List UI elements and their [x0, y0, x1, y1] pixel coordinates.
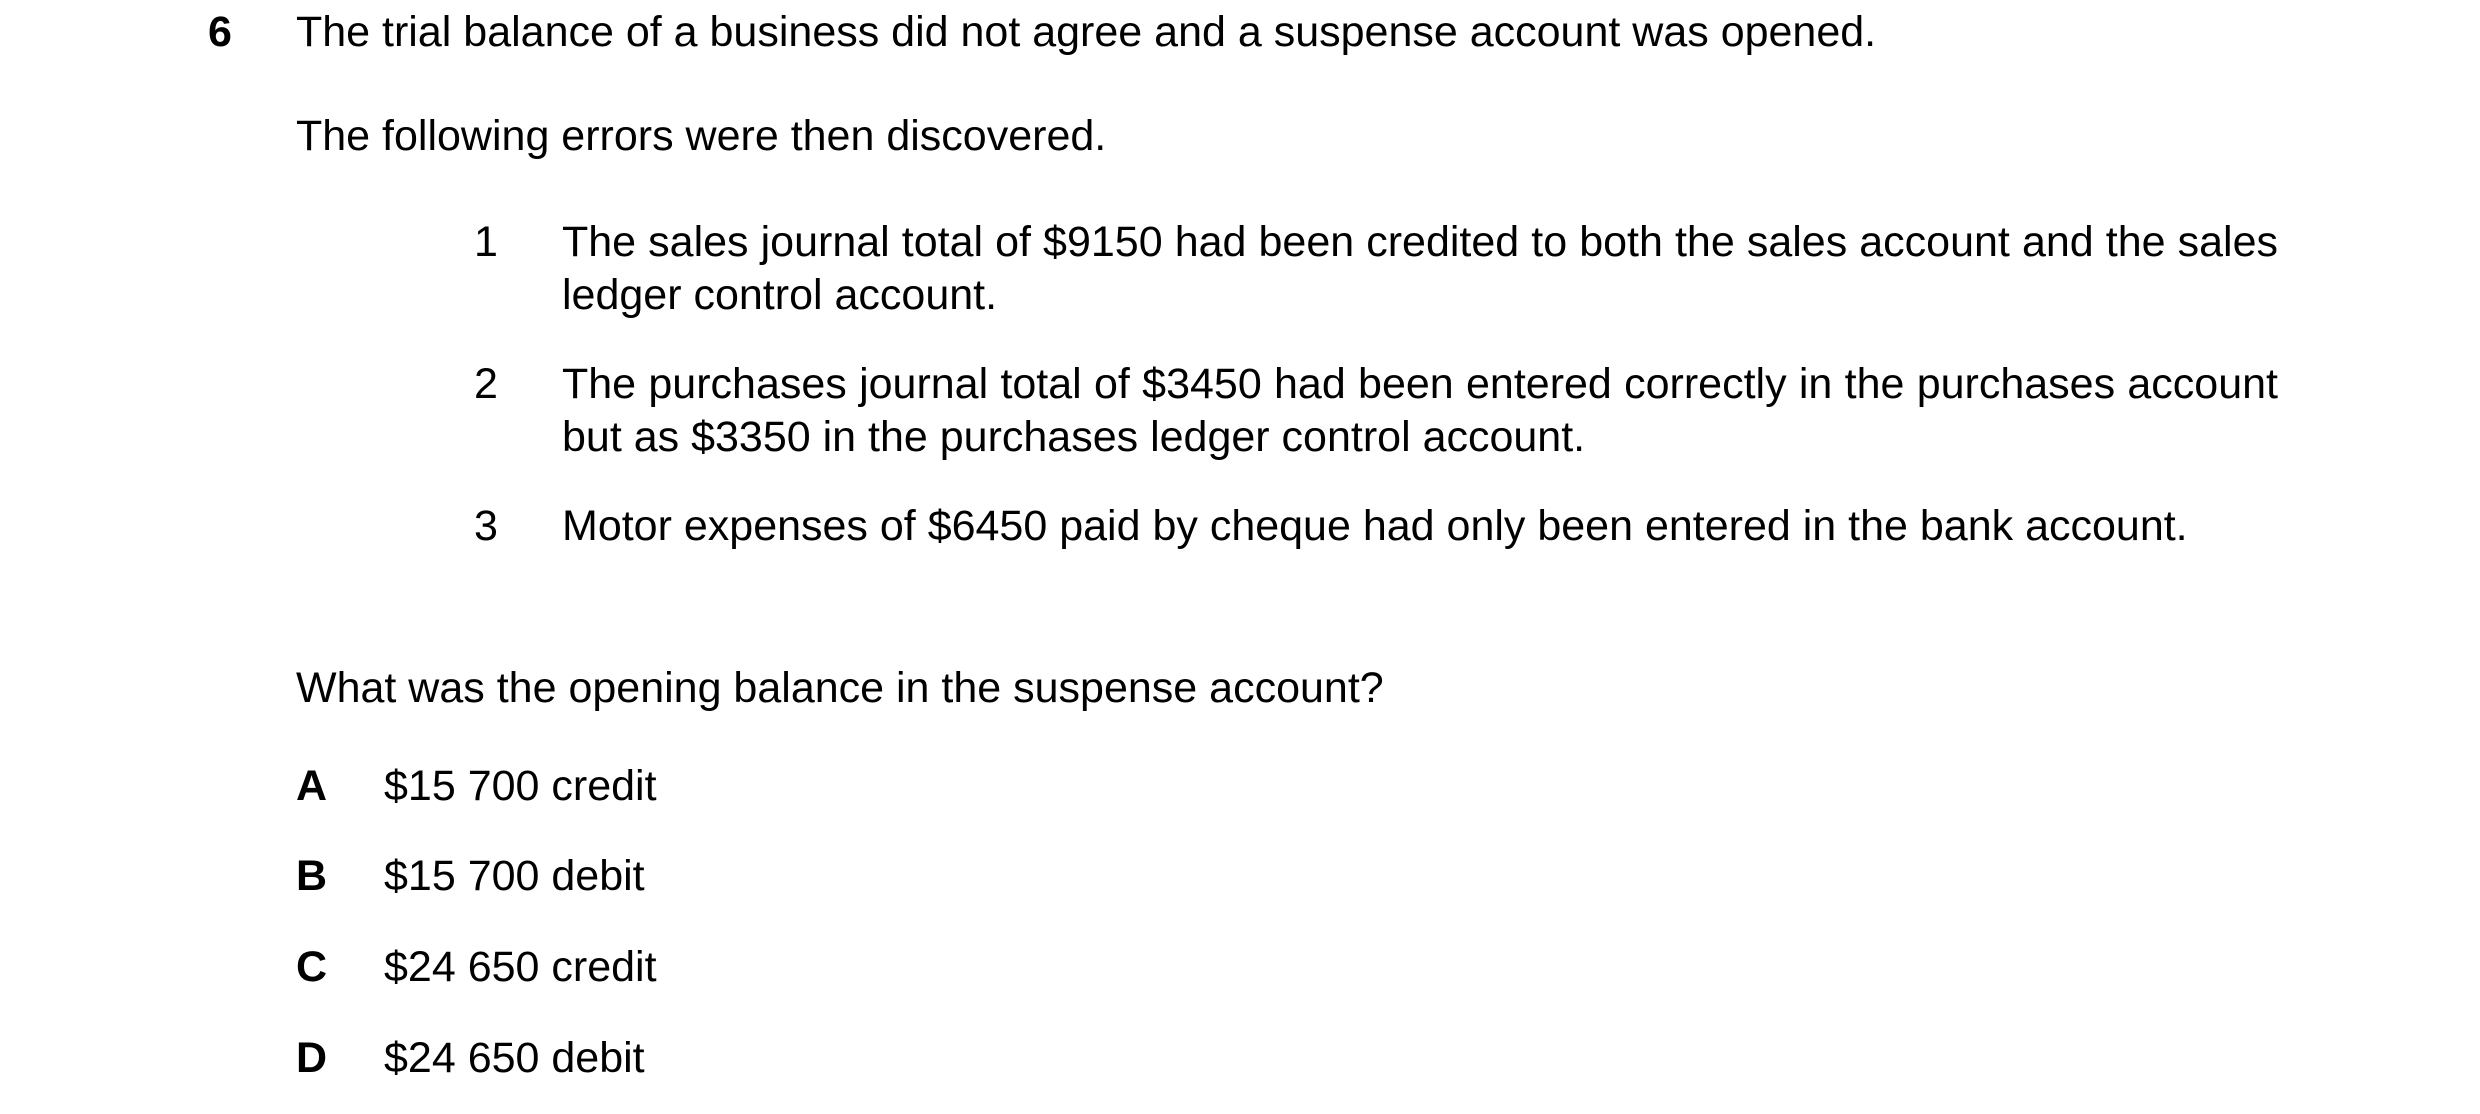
error-number: 1	[474, 218, 498, 266]
option-letter: B	[296, 852, 328, 900]
error-number: 2	[474, 360, 498, 408]
question-stem: The trial balance of a business did not agree and a suspense account was opened.	[296, 8, 1877, 56]
option-text: $24 650 debit	[384, 1034, 645, 1082]
error-text: The sales journal total of $9150 had been credited to both the sales account and the sales ledger control account.	[562, 218, 2278, 319]
error-number: 3	[474, 502, 498, 550]
question-number: 6	[208, 8, 232, 56]
option-text: $24 650 credit	[384, 943, 657, 991]
question-lead-in: The following errors were then discovered.	[296, 112, 1107, 160]
option-letter: D	[296, 1034, 328, 1082]
option-text: $15 700 credit	[384, 762, 657, 810]
error-text: The purchases journal total of $3450 had been entered correctly in the purchases account but as $3350 in the purchases ledger control account.	[562, 360, 2278, 461]
question-prompt: What was the opening balance in the suspense account?	[296, 664, 1384, 712]
option-letter: A	[296, 762, 328, 810]
error-text: Motor expenses of $6450 paid by cheque had only been entered in the bank account.	[562, 502, 2188, 550]
option-letter: C	[296, 943, 328, 991]
option-text: $15 700 debit	[384, 852, 645, 900]
